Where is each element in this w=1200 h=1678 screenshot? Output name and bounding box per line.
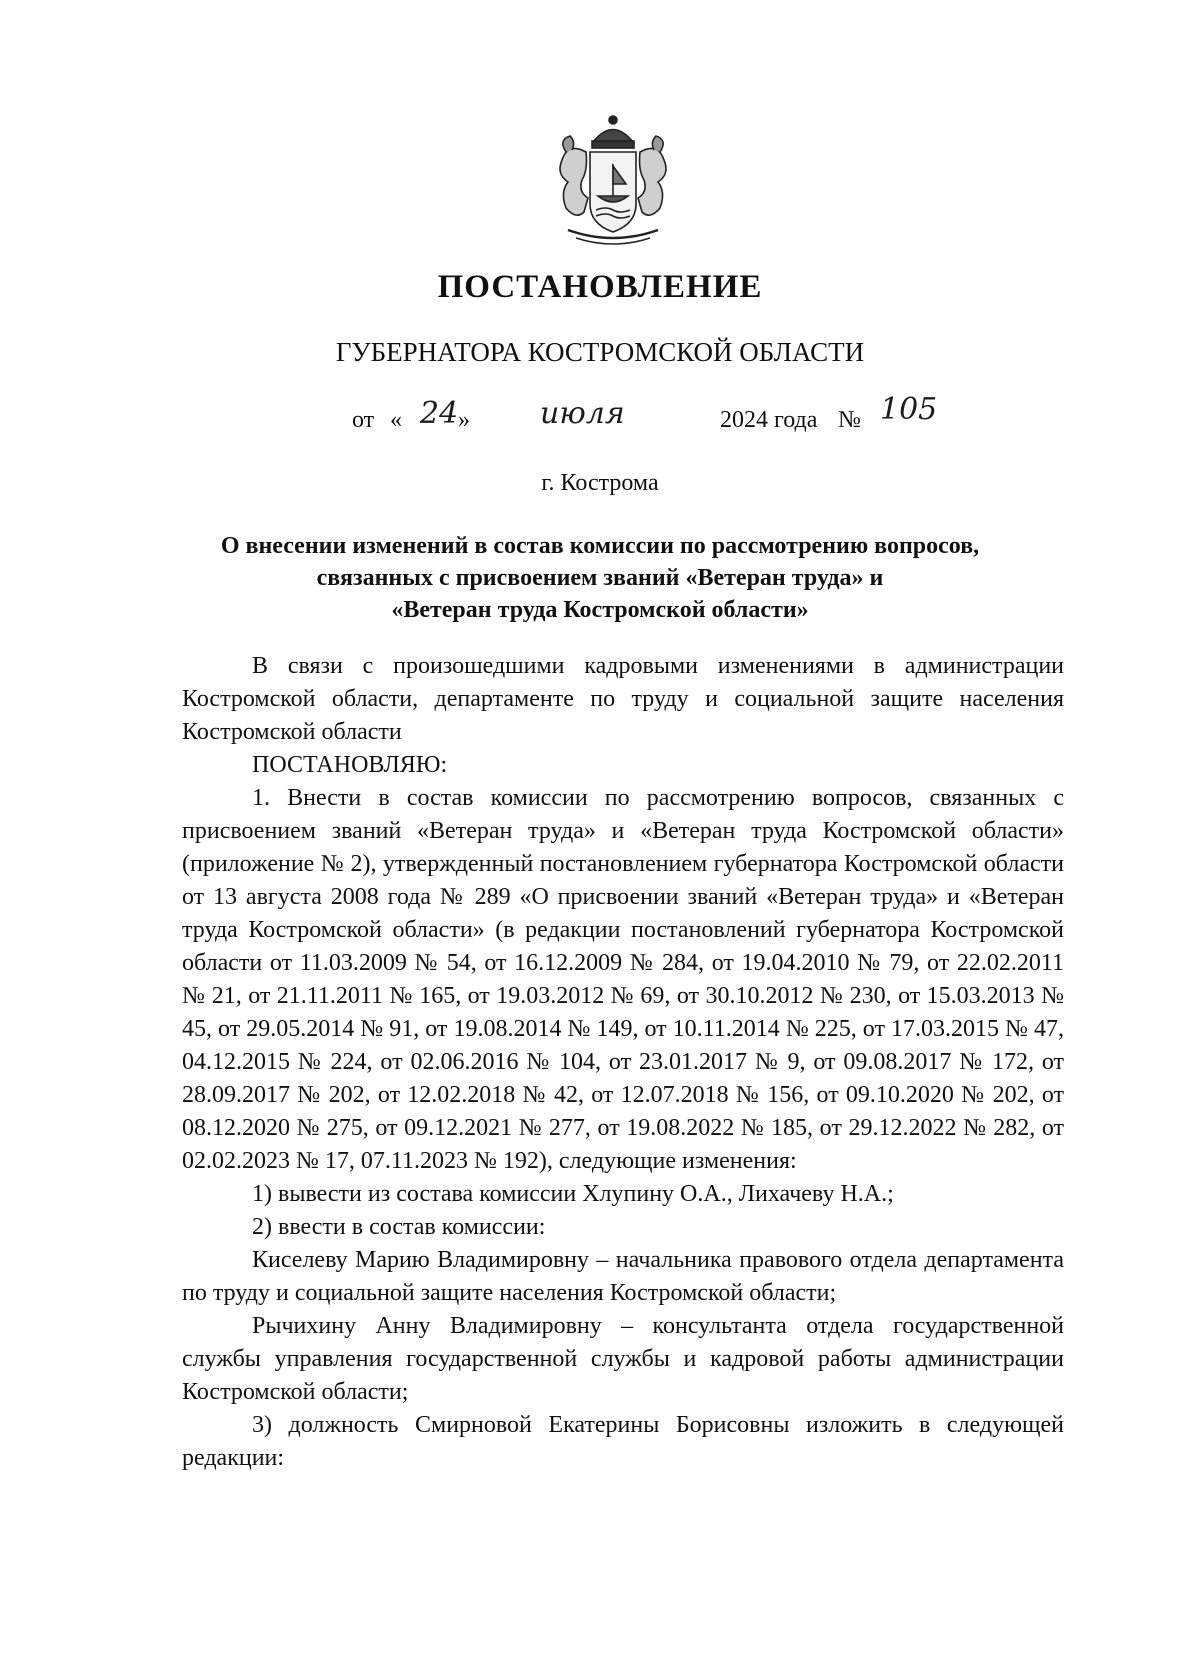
person-2-paragraph: Рычихину Анну Владимировну – консультанта отдела государственной службы управления государственной службы и кадровой работы администрации Костромской области; xyxy=(182,1313,1064,1405)
subitem-3: 3) должность Смирновой Екатерины Борисовны изложить в следующей редакции: xyxy=(182,1412,1064,1471)
date-year: 2024 года xyxy=(720,407,818,433)
document-number: 105 xyxy=(880,392,938,427)
person-1-paragraph: Киселеву Марию Владимировну – начальника правового отдела департамента по труду и социальной защите населения Костромской области; xyxy=(182,1247,1064,1306)
decree-word: ПОСТАНОВЛЯЮ: xyxy=(252,752,448,778)
number-sign: № xyxy=(838,407,861,433)
date-prefix: от xyxy=(352,407,375,433)
document-title: ПОСТАНОВЛЕНИЕ xyxy=(437,269,763,305)
document-body xyxy=(182,650,1064,1475)
subitem-1: 1) вывести из состава комиссии Хлупину О.А., Лихачеву Н.А.; xyxy=(252,1181,894,1207)
item-1-paragraph: 1. Внести в состав комиссии по рассмотрению вопросов, связанных с присвоением званий «Ветеран труда» и «Ветеран труда Костромской области» (приложение № 2), утвержденный постановлением губернатора Костромской области от 13 августа 2008 года № 289 «О присвоении званий «Ветеран труда» и «Ветеран труда Костромской области» (в редакции постановлений губернатора Костромской области от 11.03.2009 № 54, от 16.12.2009 № 284, от 19.04.2010 № 79, от 22.02.2011 № 21, от 21.11.2011 № 165, от 19.03.2012 № 69, от 30.10.2012 № 230, от 15.03.2013 № 45, от 29.05.2014 № 91, от 19.08.2014 № 149, от 10.11.2014 № 225, от 17.03.2015 № 47, 04.12.2015 № 224, от 02.06.2016 № 104, от 23.01.2017 № 9, от 09.08.2017 № 172, от 28.09.2017 № 202, от 12.02.2018 № 42, от 12.07.2018 № 156, от 09.10.2020 № 202, от 08.12.2020 № 275, от 09.12.2021 № 277, от 19.08.2022 № 185, от 29.12.2022 № 282, от 02.02.2023 № 17, 07.11.2023 № 192), следующие изменения: xyxy=(182,785,1064,1174)
document-heading xyxy=(150,530,1050,626)
date-month: июля xyxy=(540,396,625,431)
heading-line-1: О внесении изменений в состав комиссии по рассмотрению вопросов, xyxy=(220,533,980,559)
date-close-quote: » xyxy=(458,407,470,433)
date-day: 24 xyxy=(420,396,459,431)
date-line xyxy=(0,392,1200,440)
date-open-quote: « xyxy=(390,407,402,433)
city: г. Кострома xyxy=(541,470,659,496)
heading-line-3: «Ветеран труда Костромской области» xyxy=(391,597,809,623)
heading-line-2: связанных с присвоением званий «Ветеран труда» и xyxy=(316,565,884,591)
intro-paragraph: В связи с произошедшими кадровыми изменениями в администрации Костромской области, департаменте по труду и социальной защите населения Костромской области xyxy=(182,653,1064,745)
coat-of-arms-emblem xyxy=(548,112,678,250)
subitem-2: 2) ввести в состав комиссии: xyxy=(252,1214,546,1240)
document-issuer: ГУБЕРНАТОРА КОСТРОМСКОЙ ОБЛАСТИ xyxy=(335,337,865,367)
